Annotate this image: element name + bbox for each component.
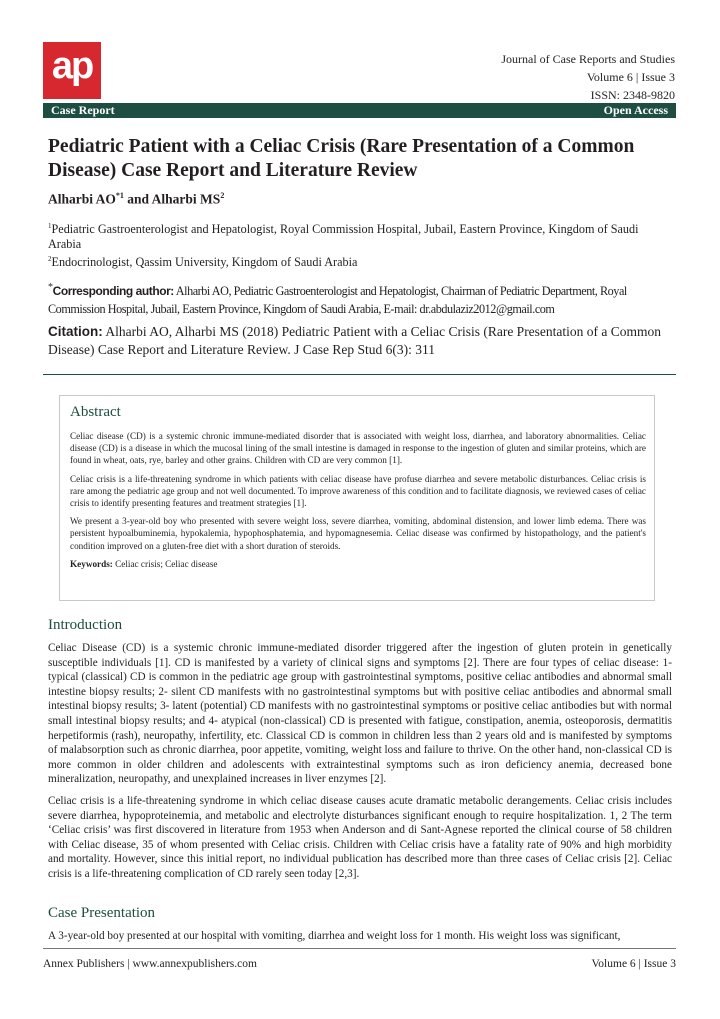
corr-sup: *: [48, 282, 53, 293]
footer-divider: [43, 948, 676, 949]
open-access-label: Open Access: [603, 103, 668, 117]
volume-issue: Volume 6 | Issue 3: [586, 70, 675, 84]
abstract-paragraph: We present a 3-year-old boy who presented with severe weight loss, severe diarrhea, vomiting, abdominal distension, and lower limb edema. There was persistent hypoalbuminemia, hypokalemia, hypophosphatemia, and hypomagnesemia. Celiac disease was confirmed by histopathology, and the patient's condition improved on a gluten-free diet with a short duration of steroids.: [70, 516, 646, 551]
divider: [43, 374, 676, 375]
authors: [48, 191, 224, 208]
affiliation-1-sup: 1: [48, 222, 52, 230]
citation-label: Citation:: [48, 324, 103, 339]
case-paragraph: A 3-year-old boy presented at our hospital with vomiting, diarrhea and weight loss for 1 month. His weight loss was significant,: [48, 930, 621, 942]
author-2-sup: 2: [220, 191, 225, 200]
keywords: [70, 558, 646, 570]
affiliation-2-sup: 2: [48, 255, 52, 264]
issn: ISSN: 2348-9820: [590, 88, 675, 102]
author-and: and: [123, 191, 152, 207]
footer-volume: Volume 6 | Issue 3: [591, 958, 676, 970]
author-2: Alharbi MS: [151, 191, 221, 207]
introduction-heading: Introduction: [48, 617, 123, 633]
corresponding-author: [48, 279, 678, 318]
abstract-paragraph: Celiac crisis is a life-threatening syndrome in which patients with celiac disease have profuse diarrhea and severe metabolic disturbances. Celiac crisis is rare among the pediatric age group and not well documented. To improve awareness of this condition and to facilitate diagnosis, we reviewed cases of celiac crisis to identify presenting features and treatment strategies [1].: [70, 473, 646, 509]
abstract-body: [70, 430, 646, 576]
abstract-paragraph: Celiac disease (CD) is a systemic chronic immune-mediated disorder that is associated with weight loss, diarrhea, and laboratory abnormalities. Celiac disease (CD) is a disease in which the mucosal lining of the small intestine is damaged in response to the ingestion of gluten and similar proteins, which are found in wheat, oats, rye, barley and other grains. Children with CD are very common [1].: [70, 431, 646, 466]
citation: [48, 323, 678, 359]
introduction-body: [48, 641, 672, 889]
article-title: Pediatric Patient with a Celiac Crisis (Rare Presentation of a Common Disease) Case Report and Literature Review: [48, 136, 635, 181]
header-bar: [43, 103, 676, 118]
journal-name: Journal of Case Reports and Studies: [501, 52, 675, 66]
abstract-heading: Abstract: [70, 404, 121, 420]
citation-text: Alharbi AO, Alharbi MS (2018) Pediatric Patient with a Celiac Crisis (Rare Presentation of a Common Disease) Case Report and Literature Review. J Case Rep Stud 6(3): 311: [48, 324, 662, 357]
article-type-label: Case Report: [51, 103, 115, 117]
author-1: Alharbi AO: [48, 191, 116, 207]
affiliation-1: [48, 219, 672, 252]
affiliation-2-text: Endocrinologist, Qassim University, Kingdom of Saudi Arabia: [51, 255, 358, 270]
keywords-label: Keywords:: [70, 558, 113, 569]
introduction-paragraph: Celiac crisis is a life-threatening syndrome in which celiac disease causes acute dramatic metabolic derangements. Celiac crisis includes severe diarrhea, hypoproteinemia, and metabolic and electrolyte disturbances significant enough to require hospitalization. 1, 2 The term ‘Celiac crisis’ was first discovered in literature from 1953 when Anderson and di Sant-Agnese reported the clinical course of 58 children with Celiac disease, 35 of whom presented with Celiac crisis. Children with Celiac crisis have a fatality rate of 90% and high morbidity and mortality. However, since this initial report, no individual publication has described more than three cases of Celiac crisis [2]. Celiac crisis is a life-threatening complication of CD rarely seen today [2,3].: [48, 794, 672, 880]
author-1-sup: *1: [115, 191, 124, 200]
introduction-paragraph: Celiac Disease (CD) is a systemic chronic immune-mediated disorder triggered after the ingestion of gluten protein in genetically susceptible individuals [1]. CD is manifested by a variety of clinical signs and symptoms [2]. There are four types of celiac disease: 1- typical (classical) CD is common in the pediatric age group with gastrointestinal symptoms, positive celiac antibodies and abnormal small intestine biopsy results; 2- silent CD manifests with no gastrointestinal symptoms but with positive celiac antibodies and abnormal small intestinal biopsy results; 3- latent (potential) CD manifests with no gastrointestinal symptoms or positive celiac antibodies but with normal small intestinal biopsy results; and 4- atypical (non-classical) CD is presented with fatigue, constipation, anemia, osteoporosis, dermatitis herpetiformis (rash), neuropathy, infertility, etc. Classical CD is common in children less than 2 years old and is manifested by symptoms of malabsorption such as chronic diarrhea, poor appetite, vomiting, weight loss and failure to thrive. On the other hand, non-classical CD is more common in older children and adolescents with extraintestinal symptoms such as iron deficiency anemia, decreased bone mineralization, neuropathy, and unexplained increases in liver enzymes [2].: [48, 642, 672, 786]
keywords-text: Celiac crisis; Celiac disease: [112, 558, 218, 569]
case-presentation-heading: Case Presentation: [48, 905, 156, 921]
abstract-box: [59, 395, 655, 601]
journal-meta: [501, 50, 675, 104]
corr-label: Corresponding author:: [52, 284, 174, 299]
affiliation-1-text: Pediatric Gastroenterologist and Hepatologist, Royal Commission Hospital, Jubail, Eastern Province, Kingdom of Saudi Arabia: [48, 222, 639, 252]
corr-text: Alharbi AO, Pediatric Gastroenterologist and Hepatologist, Chairman of Pediatric Department, Royal Commission Hospital, Jubail, Eastern Province, Kingdom of Saudi Arabia, E-mail: dr.abdulaziz2012@gmail.com: [48, 284, 627, 317]
logo-text: ap: [51, 45, 93, 87]
publisher-logo: [43, 42, 101, 99]
footer-publisher: Annex Publishers | www.annexpublishers.com: [43, 958, 257, 970]
affiliations: [48, 219, 672, 270]
affiliation-2: [48, 252, 672, 270]
